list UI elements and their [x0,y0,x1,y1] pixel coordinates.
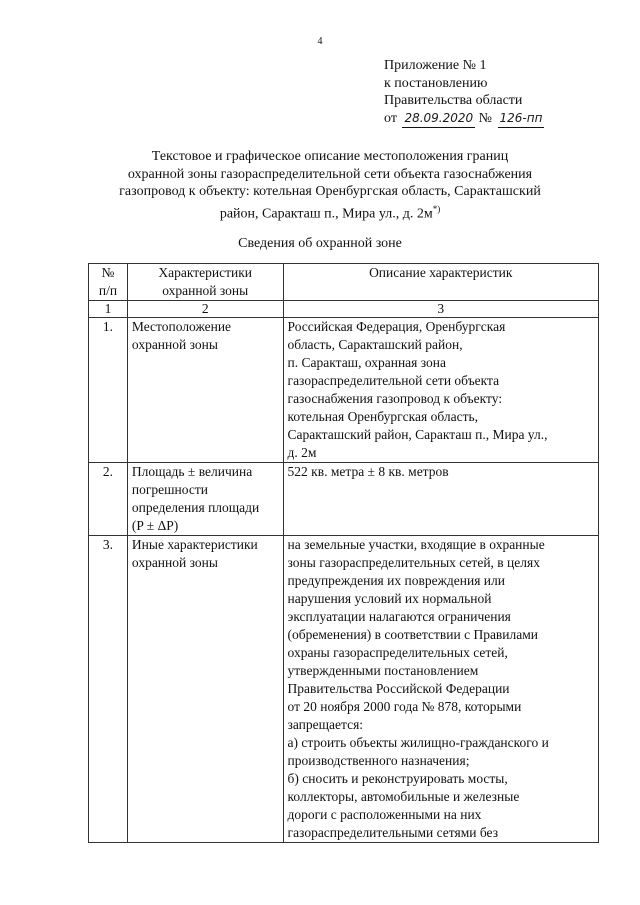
row-number: 2. [89,463,128,536]
row-number: 3. [89,536,128,843]
document-title [100,148,560,223]
title-line-3: газопровод к объекту: котельная Оренбургская область, Саракташский [119,184,541,199]
row-description: на земельные участки, входящие в охранные зоны газораспределительных сетей, в целях предупреждения их повреждения или нарушения условий их нормальной эксплуатации налагаются ограничения (обременения) в соответствии с Правилами охраны газораспределительных сетей, утвержденными постановлением Правительства Российской Федерации от 20 ноября 2000 года № 878, которыми запрещается: а) строить объекты жилищно-гражданского и производственного назначения; б) сносить и реконструировать мосты, коллекторы, автомобильные и железные дороги с расположенными на них газораспределительными сетями без [283,536,598,843]
title-line-4 [100,201,560,223]
row-characteristic: Иные характеристики охранной зоны [127,536,283,843]
number-sign: № [478,110,493,126]
row-characteristic: Местоположение охранной зоны [127,318,283,463]
handwritten-number: 126-пп [498,110,545,129]
appendix-header [384,57,544,128]
header-characteristic: Характеристики охранной зоны [127,264,283,301]
row-characteristic: Площадь ± величина погрешности определения площади (P ± ΔP) [127,463,283,536]
row-description: Российская Федерация, Оренбургская область, Саракташский район, п. Саракташ, охранная зона газораспределительной сети объекта газоснабжения газопровод к объекту: котельная Оренбургская область, Саракташский район, Саракташ п., Мира ул., д. 2м [283,318,598,463]
handwritten-date: 28.09.2020 [402,110,475,129]
row-number: 1. [89,318,128,463]
title-line-4-text: район, Саракташ п., Мира ул., д. 2м [219,206,433,222]
date-prefix: от [384,110,397,126]
footnote-mark: *) [432,203,441,214]
appendix-title: Приложение № 1 [384,58,487,73]
title-line-2: охранной зоны газораспределительной сети объекта газоснабжения [127,166,533,182]
row-description: 522 кв. метра ± 8 кв. метров [283,463,598,536]
table-row [89,463,599,536]
page-number: 4 [317,36,323,47]
header-number: № п/п [89,264,128,301]
column-number-2: 2 [127,301,283,318]
appendix-authority: Правительства области [384,93,523,108]
title-line-1: Текстовое и графическое описание местоположения границ [151,149,509,164]
table-row [89,536,599,843]
appendix-resolution: к постановлению [384,75,488,91]
column-number-3: 3 [283,301,598,318]
column-number-row [89,301,599,318]
table-header-row [89,264,599,301]
appendix-date-line [384,110,544,129]
protection-zone-table [88,263,599,843]
header-description: Описание характеристик [283,264,598,301]
column-number-1: 1 [89,301,128,318]
table-row [89,318,599,463]
section-heading: Сведения об охранной зоне [238,236,402,251]
